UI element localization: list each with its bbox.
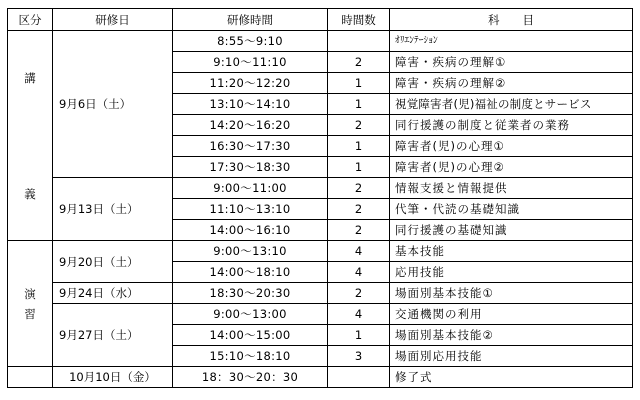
header-kubun: 区分 bbox=[8, 9, 53, 31]
hours-cell bbox=[328, 31, 390, 52]
date-cell: 9月20日（土） bbox=[53, 241, 173, 283]
hours-cell: 2 bbox=[328, 220, 390, 241]
section-practice-char-1: 演 bbox=[24, 286, 36, 301]
subject-cell: 障害・疾病の理解① bbox=[390, 52, 633, 73]
table-row bbox=[8, 304, 633, 325]
hours-cell: 2 bbox=[328, 199, 390, 220]
time-cell: 13:10～14:10 bbox=[173, 94, 328, 115]
header-time: 研修時間 bbox=[173, 9, 328, 31]
time-cell: 11:10～13:10 bbox=[173, 199, 328, 220]
subject-cell: 代筆・代読の基礎知識 bbox=[390, 199, 633, 220]
hours-cell: 3 bbox=[328, 346, 390, 367]
table-row bbox=[8, 241, 633, 262]
time-cell: 14:20～16:20 bbox=[173, 115, 328, 136]
time-cell: 9:00～11:00 bbox=[173, 178, 328, 199]
time-cell: 11:20～12:20 bbox=[173, 73, 328, 94]
hours-cell: 1 bbox=[328, 94, 390, 115]
section-lecture-char-2: 義 bbox=[24, 186, 36, 201]
table-row bbox=[8, 283, 633, 304]
subject-cell: 場面別基本技能① bbox=[390, 283, 633, 304]
subject-cell: ｵﾘｴﾝﾃｰｼｮﾝ bbox=[390, 31, 633, 52]
hours-cell: 1 bbox=[328, 325, 390, 346]
time-cell: 14:00～16:10 bbox=[173, 220, 328, 241]
subject-cell: 修了式 bbox=[390, 367, 633, 388]
hours-cell: 2 bbox=[328, 178, 390, 199]
subject-cell: 交通機関の利用 bbox=[390, 304, 633, 325]
hours-cell: 4 bbox=[328, 262, 390, 283]
time-cell: 9:00～13:00 bbox=[173, 304, 328, 325]
time-cell: 18:30～20:30 bbox=[173, 283, 328, 304]
time-cell: 9:00～13:10 bbox=[173, 241, 328, 262]
subject-cell: 情報支援と情報提供 bbox=[390, 178, 633, 199]
section-empty-cell bbox=[8, 367, 53, 388]
table-row bbox=[8, 367, 633, 388]
subject-cell: 場面別応用技能 bbox=[390, 346, 633, 367]
subject-cell: 障害・疾病の理解② bbox=[390, 73, 633, 94]
header-date: 研修日 bbox=[53, 9, 173, 31]
hours-cell: 2 bbox=[328, 115, 390, 136]
section-practice bbox=[8, 241, 53, 367]
time-cell: 18：30～20：30 bbox=[173, 367, 328, 388]
hours-cell: 4 bbox=[328, 241, 390, 262]
hours-cell: 1 bbox=[328, 157, 390, 178]
time-cell: 14:00～18:10 bbox=[173, 262, 328, 283]
time-cell: 8:55～9:10 bbox=[173, 31, 328, 52]
time-cell: 9:10～11:10 bbox=[173, 52, 328, 73]
subject-cell: 障害者(児)の心理① bbox=[390, 136, 633, 157]
training-schedule-table bbox=[7, 8, 633, 388]
date-cell: 9月13日（土） bbox=[53, 178, 173, 241]
hours-cell: 1 bbox=[328, 73, 390, 94]
subject-cell: 障害者(児)の心理② bbox=[390, 157, 633, 178]
table-row bbox=[8, 178, 633, 199]
time-cell: 16:30～17:30 bbox=[173, 136, 328, 157]
section-lecture-char-1: 講 bbox=[24, 70, 36, 85]
hours-cell: 2 bbox=[328, 283, 390, 304]
header-hours: 時間数 bbox=[328, 9, 390, 31]
section-lecture bbox=[8, 31, 53, 241]
date-cell: 9月27日（土） bbox=[53, 304, 173, 367]
date-cell: 9月6日（土） bbox=[53, 31, 173, 178]
header-row bbox=[8, 9, 633, 31]
subject-cell: 同行援護の制度と従業者の業務 bbox=[390, 115, 633, 136]
header-subject: 科 目 bbox=[390, 9, 633, 31]
hours-cell: 4 bbox=[328, 304, 390, 325]
date-cell: 10月10日（金） bbox=[53, 367, 173, 388]
subject-cell: 場面別基本技能② bbox=[390, 325, 633, 346]
hours-cell bbox=[328, 367, 390, 388]
subject-cell: 同行援護の基礎知識 bbox=[390, 220, 633, 241]
section-practice-char-2: 習 bbox=[24, 306, 36, 321]
hours-cell: 2 bbox=[328, 52, 390, 73]
subject-cell: 基本技能 bbox=[390, 241, 633, 262]
subject-cell: 視覚障害者(児)福祉の制度とサービス bbox=[390, 94, 633, 115]
time-cell: 15:10～18:10 bbox=[173, 346, 328, 367]
time-cell: 17:30～18:30 bbox=[173, 157, 328, 178]
table-row bbox=[8, 31, 633, 52]
time-cell: 14:00～15:00 bbox=[173, 325, 328, 346]
hours-cell: 1 bbox=[328, 136, 390, 157]
date-cell: 9月24日（水） bbox=[53, 283, 173, 304]
subject-cell: 応用技能 bbox=[390, 262, 633, 283]
